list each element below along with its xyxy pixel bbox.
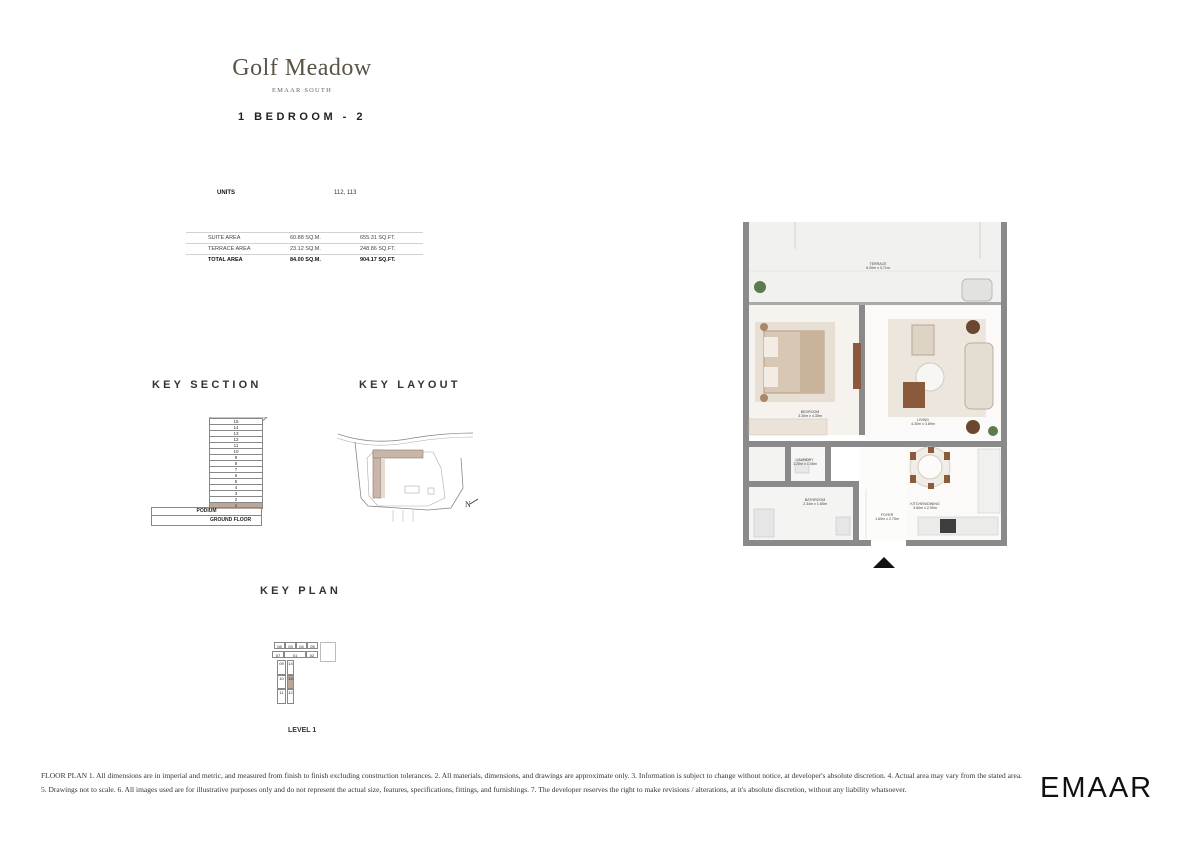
room-name: FOYER [880,513,894,517]
room-label-bedroom [790,410,830,418]
floor-row: 4 [209,484,263,491]
project-name: Golf Meadow [232,55,372,81]
floor-row: 13 [209,430,263,437]
key-plan-level: LEVEL 1 [288,727,317,734]
table-row [186,233,423,244]
table-row-total [186,255,423,266]
north-indicator: N [465,500,471,509]
floor-row: 2 [209,496,263,503]
floor-row: 15 [209,418,263,425]
ground-floor-label: GROUND FLOOR [210,517,252,523]
room-name: KITCHEN/DINING [910,502,940,506]
room-dim: 3.60m x 2.90m [913,506,937,510]
key-plan-cell: 04 [296,642,307,649]
key-plan-cell: 02 [306,651,318,658]
key-plan-annex [320,642,336,662]
room-name: LIVING [917,418,929,422]
floor-row: 10 [209,448,263,455]
floor-row: 11 [209,442,263,449]
room-label-living [903,418,943,426]
room-label-bathroom [795,498,835,506]
key-plan-left-col [277,660,286,704]
emaar-logo: EMAAR [1040,772,1154,804]
podium-row: PODIUM [151,507,262,516]
room-dim: 3.30m x 4.35m [798,414,822,418]
floor-row: 9 [209,454,263,461]
key-plan-cell: 09 [277,660,286,675]
key-plan-cell: 12 [287,689,294,704]
room-name: LAUNDRY [796,458,814,462]
room-label-terrace [858,262,898,270]
room-dim: 2.34m x 1.65m [803,502,827,506]
room-dim: 1.20m x 1.08m [793,462,817,466]
area-sqm: 84.00 SQ.M. [290,255,360,266]
key-plan-title: KEY PLAN [260,585,342,597]
room-label-kitchen-dining [905,502,945,510]
room-dim: 1.60m x 2.75m [875,517,899,521]
unit-type-title: 1 BEDROOM - 2 [237,111,366,123]
floor-row: 5 [209,478,263,485]
key-plan-mid-row [272,651,318,658]
disclaimer-text: FLOOR PLAN 1. All dimensions are in imperial and metric, and measured from finish to finish excluding construction tolerances. 2. All materials, dimensions, and drawings are approximate only. 3. Information is subject to change without notice, at developer's absolute discretion. 4. Actual area may vary from the stated area. 5. Drawings not to scale. 6. All images used are for illustrative purposes only and do not represent the actual size, features, specifications, fittings, and furnishings. 7. The developer reserves the right to make revisions / alterations, at it's absolute discretion, without any liability whatsoever. [41,771,1023,794]
room-dim: 6.00m x 3.71m [866,266,890,270]
units-value: 112, 113 [334,190,357,196]
area-label: TOTAL AREA [186,255,290,266]
room-label-laundry [785,458,825,466]
key-plan-cell: 10 [277,675,286,690]
key-plan-cell: 03 [285,642,296,649]
area-label: SUITE AREA [186,233,290,244]
room-name: BEDROOM [800,410,820,414]
area-sqft: 248.86 SQ.FT. [360,244,423,255]
key-plan-cell: 01 [284,651,306,658]
area-sqm: 23.12 SQ.M. [290,244,360,255]
room-name: BATHROOM [804,498,826,502]
area-sqft: 904.17 SQ.FT. [360,255,423,266]
key-plan-top-row [274,642,318,649]
key-plan-cell: 08 [274,642,285,649]
area-label: TERRACE AREA [186,244,290,255]
building-roof [209,411,269,418]
units-label: UNITS [217,190,235,196]
key-plan-diagram [272,640,334,708]
key-plan-cell: 07 [272,651,284,658]
room-label-foyer [867,513,907,521]
floor-row: 12 [209,436,263,443]
floor-row: 6 [209,472,263,479]
floor-row: 14 [209,424,263,431]
area-sqm: 60.88 SQ.M. [290,233,360,244]
room-dim: 4.30m x 3.89m [911,422,935,426]
floor-row-highlighted: 1 [209,502,263,509]
ground-floor-row [151,515,262,526]
table-row [186,244,423,255]
floor-row: 3 [209,490,263,497]
floor-row: 8 [209,460,263,467]
key-layout-map [333,428,483,528]
area-sqft: 655.31 SQ.FT. [360,233,423,244]
key-plan-cell: 05 [307,642,318,649]
room-name: TERRACE [869,262,887,266]
key-layout-title: KEY LAYOUT [359,379,461,391]
area-table [186,232,423,265]
project-subtitle: EMAAR SOUTH [272,87,332,94]
key-plan-cell-highlighted: 13 [287,675,294,690]
key-plan-cell: 11 [277,689,286,704]
key-section-title: KEY SECTION [152,379,262,391]
key-plan-cell: 14 [287,660,294,675]
floor-row: 7 [209,466,263,473]
key-plan-right-col [287,660,294,704]
